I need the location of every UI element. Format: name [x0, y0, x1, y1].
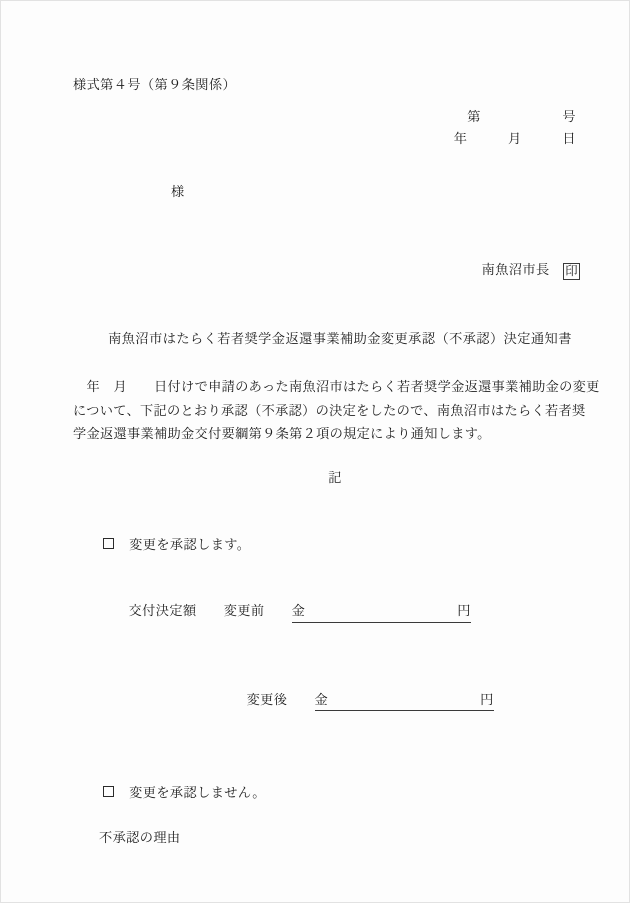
approve-checkbox-label: 変更を承認します。 — [115, 536, 251, 552]
reject-reason-label: 不承認の理由 — [99, 829, 181, 845]
document-date-line: 年 月 日 — [453, 130, 576, 146]
reject-section — [73, 763, 583, 849]
currency-suffix: 円 — [480, 691, 494, 707]
issuer-line — [73, 240, 583, 301]
checkbox-icon[interactable] — [103, 786, 114, 797]
amount-title: 交付決定額 — [128, 603, 197, 619]
currency-suffix: 円 — [457, 603, 471, 619]
amount-after-row — [73, 669, 583, 731]
document-meta — [73, 106, 583, 149]
addressee-honorific: 様 — [171, 184, 185, 200]
reject-checkbox-row[interactable] — [73, 763, 583, 824]
ki-mark: 記 — [328, 469, 342, 485]
approve-section — [73, 514, 583, 731]
amount-before-row — [73, 581, 583, 643]
body-line: 学金返還事業補助金交付要綱第９条第２項の規定により通知します。 — [73, 426, 491, 442]
seal-box: 印 — [565, 264, 578, 279]
before-label: 変更前 — [223, 603, 265, 619]
reject-checkbox-label: 変更を承認しません。 — [115, 784, 266, 800]
currency-prefix: 金 — [314, 691, 329, 707]
document-sheet — [73, 75, 600, 848]
after-amount-field[interactable] — [315, 690, 494, 711]
document-number-line: 第 号 — [467, 109, 576, 125]
body-line: について、下記のとおり承認（不承認）の決定をしたので、南魚沼市はたらく若者奨 — [73, 402, 586, 418]
checkbox-icon[interactable] — [103, 538, 114, 549]
body-line: 年 月 日付けで申請のあった南魚沼市はたらく若者奨学金返還事業補助金の変更 — [73, 379, 600, 395]
approve-checkbox-row[interactable] — [73, 514, 583, 575]
form-number: 様式第４号（第９条関係） — [73, 77, 237, 92]
before-amount-field[interactable] — [292, 601, 471, 622]
body-paragraph — [73, 375, 600, 446]
document-title: 南魚沼市はたらく若者奨学金返還事業補助金変更承認（不承認）決定通知書 — [108, 331, 572, 347]
after-label: 変更後 — [246, 691, 288, 707]
currency-prefix: 金 — [291, 603, 306, 619]
issuer-name: 南魚沼市長 — [481, 262, 550, 278]
